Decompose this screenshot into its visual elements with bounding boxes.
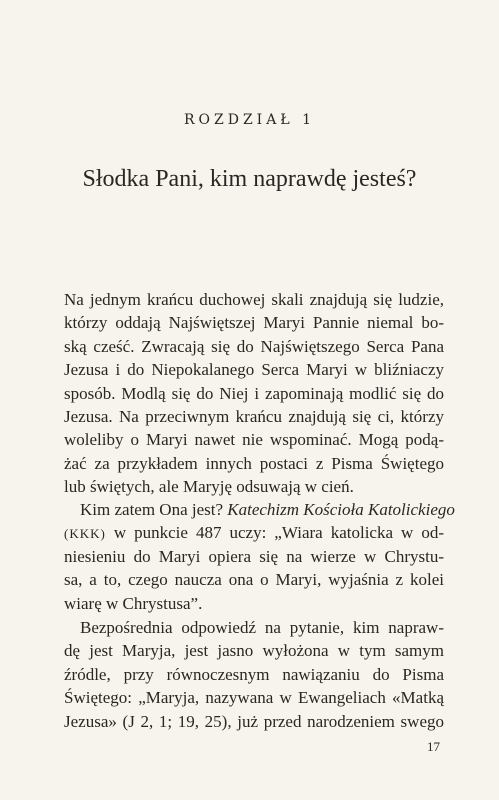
text-line: żać za przykładem innych postaci z Pisma Świętego (64, 453, 444, 473)
text-line: lub świętych, ale Maryję odsuwają w cień. (64, 477, 354, 497)
text-line: sa, a to, czego naucza ona o Maryi, wyjaśnia z kolei (64, 570, 444, 590)
page-number: 17 (427, 739, 440, 754)
text-line: źródle, przy równoczesnym nawiązaniu do Pisma (64, 664, 444, 684)
text-line: dę jest Maryja, jest jasno wyłożona w tym samym (64, 641, 444, 661)
text-line: Świętego: „Maryja, nazywana w Ewangeliach «Matką (64, 688, 444, 708)
chapter-label: ROZDZIAŁ 1 (183, 112, 316, 128)
text-line: niesieniu do Maryi opiera się na wierze w Chrystu- (64, 546, 444, 566)
text-line: wiarę w Chrystusa”. (64, 593, 203, 613)
kkk-abbreviation: (KKK) (64, 526, 106, 542)
text-line: Na jednym krańcu duchowej skali znajdują się ludzie, (64, 290, 444, 309)
text-run: w punkcie 487 uczy: „Wiara katolicka w od- (105, 523, 444, 543)
text-line: Jezusa i do Niepokalanego Serca Maryi w bliźniaczy (64, 360, 444, 380)
text-line: którzy oddają Najświętszej Maryi Pannie niemal bo- (64, 313, 444, 333)
text-line (64, 498, 455, 521)
paragraph-3 (64, 616, 444, 733)
text-line: ską cześć. Zwracają się do Najświętszego Serca Pana (64, 336, 444, 356)
catechism-title: Katechizm Kościoła Katolickiego (227, 500, 455, 519)
text-line: sposób. Modlą się do Niej i zapominają modlić się do (64, 383, 444, 403)
text-line: Jezusa. Na przeciwnym krańcu znajdują się ci, którzy (64, 406, 444, 426)
text-line: Jezusa» (J 2, 1; 19, 25), już przed narodzeniem swego (64, 711, 444, 731)
text-line (64, 521, 444, 544)
paragraph-1 (64, 288, 444, 499)
chapter-title: Słodka Pani, kim naprawdę jesteś? (82, 166, 417, 192)
paragraph-2 (64, 498, 455, 615)
text-line: Bezpośrednia odpowiedź na pytanie, kim napraw- (80, 618, 444, 637)
text-run: Kim zatem Ona jest? (80, 500, 228, 519)
text-line: woleliby o Maryi nawet nie wspominać. Mogą podą- (64, 430, 444, 450)
